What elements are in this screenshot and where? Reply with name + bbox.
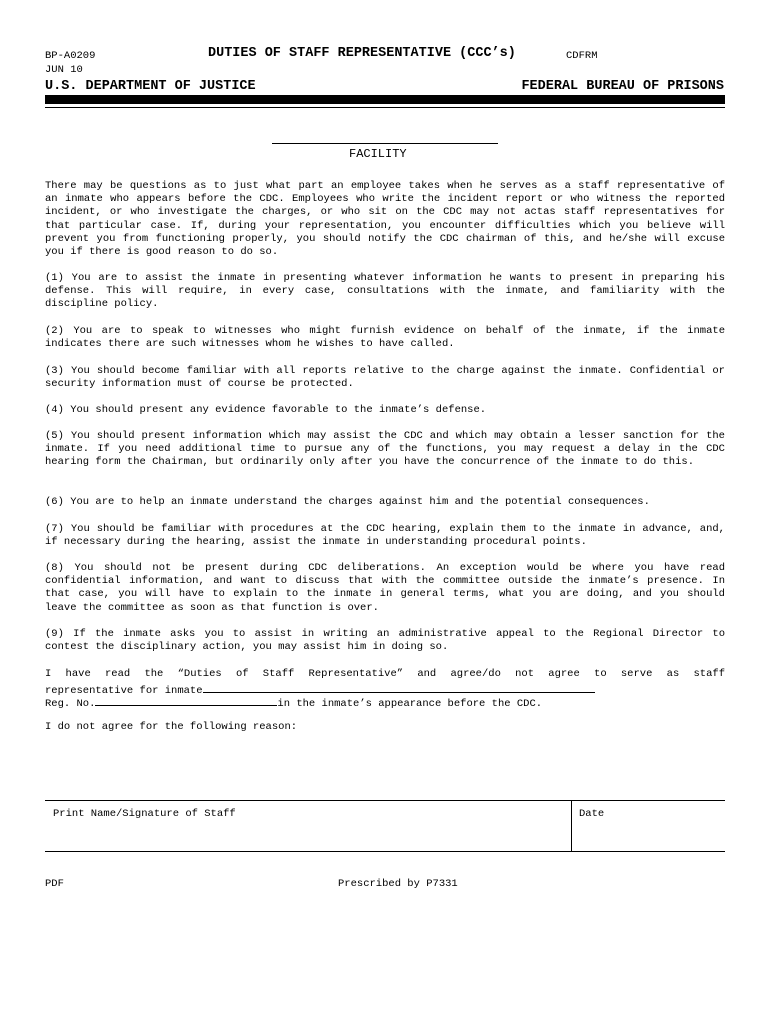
- reg-suffix: in the inmate’s appearance before the CDC.: [277, 698, 543, 710]
- duty-9: (9) If the inmate asks you to assist in writing an administrative appeal to the Regional Director to contest the disciplinary action, you may assist him in doing so.: [45, 628, 725, 654]
- bureau-name: FEDERAL BUREAU OF PRISONS: [521, 79, 724, 94]
- date-label: Date: [579, 808, 605, 820]
- header-rule-thick: [45, 95, 725, 104]
- reg-no-field[interactable]: [95, 694, 277, 706]
- facility-label: FACILITY: [349, 147, 407, 161]
- inmate-name-field[interactable]: [203, 681, 595, 693]
- duty-4: (4) You should present any evidence favorable to the inmate’s defense.: [45, 404, 487, 416]
- duty-2: (2) You are to speak to witnesses who might furnish evidence on behalf of the inmate, if the inmate indicates there are such witnesses whom he wishes to have called.: [45, 325, 725, 351]
- header-rule-thin: [45, 107, 725, 108]
- reg-line: [45, 694, 725, 711]
- signature-box: [45, 800, 725, 852]
- reg-no-label: Reg. No.: [45, 698, 96, 710]
- signature-divider: [571, 801, 572, 851]
- form-title: DUTIES OF STAFF REPRESENTATIVE (CCC’s): [208, 46, 516, 61]
- form-id: BP-A0209: [45, 50, 96, 62]
- inmate-label: representative for inmate: [45, 685, 203, 697]
- intro-paragraph: There may be questions as to just what part an employee takes when he serves as a staff representative of an inmate who appears before the CDC. Employees who write the incident report or who witness the reported incident, or who investigate the charges, or who sit on the CDC may not actas staff representatives for that particular case. If, during your representation, you encounter difficulties which you believe will prevent you from functioning properly, you should notify the CDC chairman of this, and he/she will excuse you if there is good reason to do so.: [45, 180, 725, 259]
- duty-3: (3) You should become familiar with all reports relative to the charge against the inmate. Confidential or security information must of course be protected.: [45, 365, 725, 391]
- duty-6: (6) You are to help an inmate understand the charges against him and the potential consequences.: [45, 496, 650, 508]
- facility-field-line[interactable]: [272, 143, 498, 144]
- duty-1: (1) You are to assist the inmate in presenting whatever information he wants to present in preparing his defense. This will require, in every case, consultations with the inmate, and familiarity with the discipline policy.: [45, 272, 725, 311]
- form-code: CDFRM: [566, 50, 598, 62]
- reason-label: I do not agree for the following reason:: [45, 721, 298, 733]
- signature-label: Print Name/Signature of Staff: [53, 808, 236, 820]
- footer-prescribed: Prescribed by P7331: [338, 878, 458, 890]
- footer-pdf: PDF: [45, 878, 64, 890]
- form-date: JUN 10: [45, 64, 83, 76]
- duty-5: (5) You should present information which may assist the CDC and which may obtain a lesser sanction for the inmate. If you need additional time to pursue any of the functions, you may request a delay in the CDC hearing form the Chairman, but ordinarily only after you have the concurrence of the inmate to do this.: [45, 430, 725, 469]
- agreement-statement: I have read the “Duties of Staff Representative” and agree/do not agree to serve as staff: [45, 668, 725, 680]
- duty-8: (8) You should not be present during CDC deliberations. An exception would be where you have read confidential information, and want to discuss that with the committee outside the inmate’s presence. In that case, you will have to explain to the inmate in general terms, what you are doing, and you should leave the committee as soon as that function is over.: [45, 562, 725, 614]
- duty-7: (7) You should be familiar with procedures at the CDC hearing, explain them to the inmate in advance, and, if necessary during the hearing, assist the inmate in understanding procedural points.: [45, 523, 725, 549]
- department-name: U.S. DEPARTMENT OF JUSTICE: [45, 79, 256, 94]
